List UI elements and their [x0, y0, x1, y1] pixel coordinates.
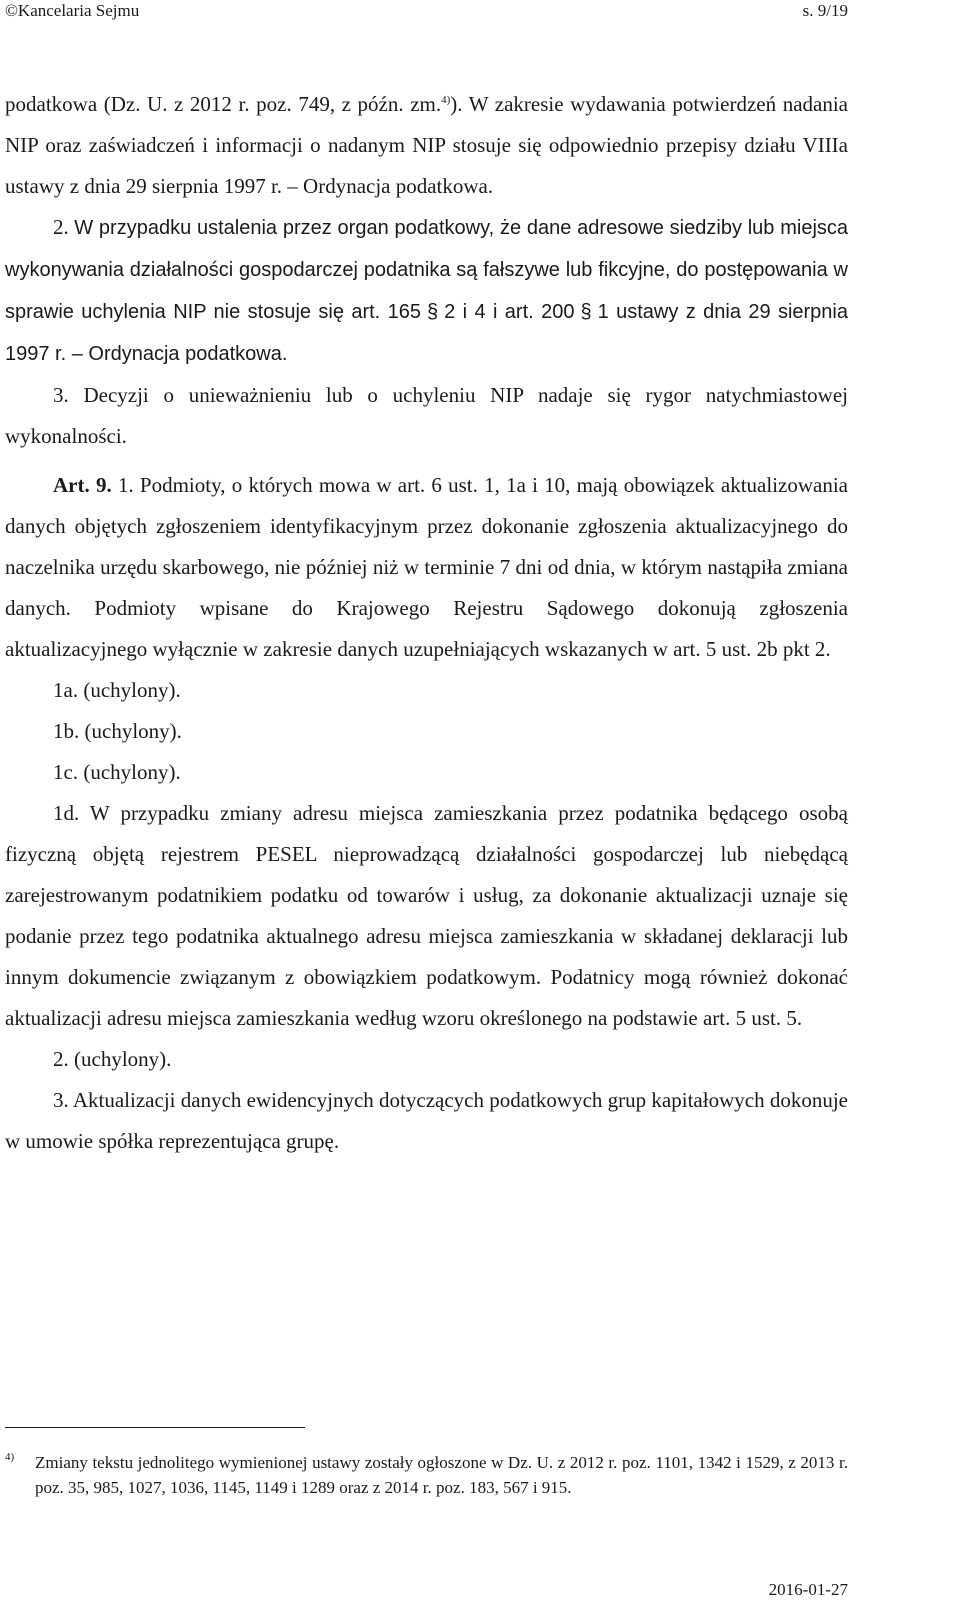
paragraph-1a: 1a. (uchylony). [53, 678, 181, 702]
footnote [5, 1450, 848, 1500]
paragraph-text [5, 217, 848, 365]
footnote-ref[interactable]: 4) [441, 94, 451, 106]
footer-date: 2016-01-27 [768, 1580, 848, 1599]
text-run: W przypadku ustalenia przez organ podatkowy, że dane adresowe siedziby lub miejsca wykonywania działalności gospodarczej podatnika są fałszywe lub fikcyjne, do postępowania w sprawie uchylenia NIP nie stosuje się art. 165 [5, 217, 849, 323]
paragraph-1c: 1c. (uchylony). [53, 760, 181, 784]
paragraph-1d: 1d. W przypadku zmiany adresu miejsca zamieszkania przez podatnika będącego osobą fizyczną objętą rejestrem PESEL nieprowadzącą działalności gospodarczej lub niebędącą zarejestrowanym podatnikiem podatku od towarów i usług, za dokonanie aktualizacji uznaje się podanie przez tego podatnika aktualnego adresu miejsca zamieszkania w składanej deklaracji lub innym dokumencie związanym z obowiązkiem podatkowym. Podatnicy mogą również dokonać aktualizacji adresu miejsca zamieszkania według wzoru określonego na podstawie art. 5 ust. 5. [5, 801, 848, 1030]
footnote-mark: 4) [5, 1451, 15, 1463]
footnote-text: Zmiany tekstu jednolitego wymienionej ustawy zostały ogłoszone w Dz. U. z 2012 r. poz. 1101, 1342 i 1529, z 2013 r. poz. 35, 985, 1027, 1036, 1145, 1149 i 1289 oraz z 2014 r. poz. 183, 567 i 915. [35, 1453, 848, 1497]
paragraph-text: podatkowa (Dz. U. z 2012 r. poz. 749, z późn. zm. [5, 92, 442, 116]
paragraph-continuation [5, 84, 848, 207]
paragraph-2-repealed: 2. (uchylony). [53, 1047, 172, 1071]
page-number: s. 9/19 [802, 1, 848, 20]
text-run: 1 ustawy z dnia 29 sierpnia 1997 r. – Ordynacja podatkowa. [5, 301, 848, 365]
article-label: Art. 9. [53, 473, 112, 497]
paragraph-2 [5, 207, 848, 375]
paragraph-3: 3. Decyzji o unieważnieniu lub o uchyleniu NIP nadaje się rygor natychmiastowej wykonalności. [5, 383, 848, 448]
paragraph-1b: 1b. (uchylony). [53, 719, 182, 743]
article-9 [5, 465, 848, 670]
text-run: 2 i 4 i art. 200 [444, 301, 575, 323]
section-sign: § [427, 301, 439, 323]
paragraph-3-tax-groups: 3. Aktualizacji danych ewidencyjnych dotyczących podatkowych grup kapitałowych dokonuje w umowie spółka reprezentująca grupę. [5, 1088, 848, 1153]
section-sign: § [580, 301, 592, 323]
document-body [5, 84, 848, 1162]
article-text: 1. Podmioty, o których mowa w art. 6 ust. 1, 1a i 10, mają obowiązek aktualizowania danych objętych zgłoszeniem identyfikacyjnym przez dokonanie zgłoszenia aktualizacyjnego do naczelnika urzędu skarbowego, nie później niż w terminie 7 dni od dnia, w którym nastąpiła zmiana danych. Podmioty wpisane do Krajowego Rejestru Sądowego dokonują zgłoszenia aktualizacyjnego wyłącznie w zakresie danych uzupełniających wskazanych w art. 5 ust. 2b pkt 2. [5, 473, 848, 661]
page-header [5, 0, 848, 22]
paragraph-number: 2. [53, 215, 75, 239]
footnote-divider [5, 1427, 305, 1428]
paragraph-text: ). W zakresie wydawania potwierdzeń nadania NIP oraz zaświadczeń i informacji o nadanym NIP stosuje się odpowiednio przepisy działu VIIIa ustawy z dnia 29 sierpnia 1997 r. – Ordynacja podatkowa. [5, 92, 849, 198]
copyright-label: ©Kancelaria Sejmu [5, 1, 140, 20]
